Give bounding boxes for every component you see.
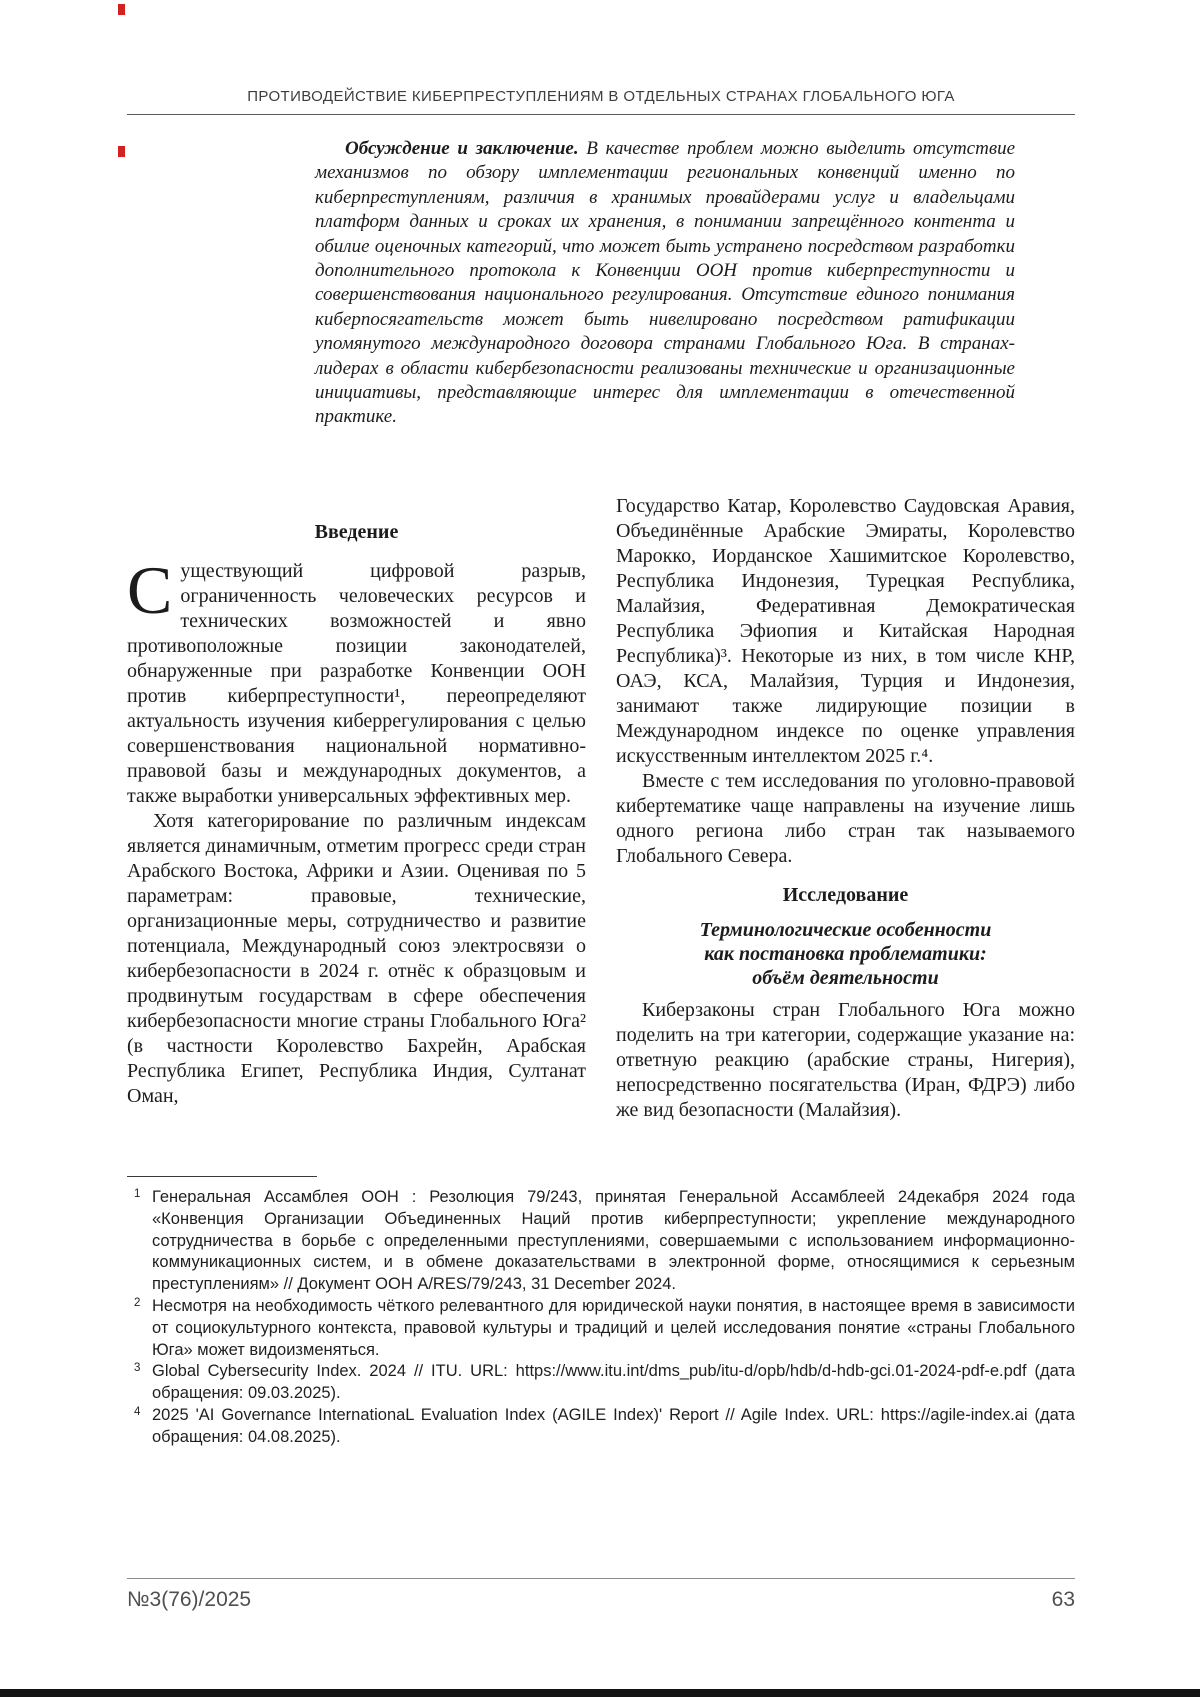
intro-paragraph-2: Хотя категорирование по различным индексам является динамичным, отметим прогресс среди стран Арабского Востока, Африки и Азии. Оценивая по 5 параметрам: правовые, технические, организационные меры, сотрудничество и развитие потенциала, Международный союз электросвязи о кибербезопасности в 2024 г. отнёс к образцовым и продвинутым государствам в сфере обеспечения кибербезопасности многие страны Глобального Юга² (в частности Королевство Бахрейн, Арабская Республика Египет, Республика Индия, Султанат Оман,	[127, 809, 586, 1107]
subheading-line-3: объём деятельности	[752, 966, 939, 989]
footnote-2-number: 2	[134, 1296, 141, 1309]
footnote-3-number: 3	[134, 1362, 141, 1375]
footnotes-block	[127, 1176, 1075, 1449]
left-column	[127, 494, 586, 1186]
footnote-4	[127, 1405, 1075, 1449]
terminology-subheading	[616, 918, 1075, 990]
abstract-text: В качестве проблем можно выделить отсутствие механизмов по обзору имплементации региональных конвенций именно по киберпреступлениям, различия в хранимых провайдерами услуг и владельцами платформ данных и сроках их хранения, в понимании запрещённого контента и обилие оценочных категорий, что может быть устранено посредством разработки дополнительного протокола к Конвенции ООН против киберпреступности и совершенствования национального регулирования. Отсутствие единого понимания киберпосягательств может быть нивелировано посредством ратификации упомянутого международного договора странами Глобального Юга. В странах-лидерах в области кибербезопасности реализованы технические и организационные инициативы, представляющие интерес для имплементации в отечественной практике.	[315, 138, 1015, 428]
subheading-line-1: Терминологические особенности	[699, 918, 992, 941]
drop-cap: С	[127, 551, 173, 628]
header-rule	[127, 114, 1075, 115]
cyberlaw-categories-paragraph: Киберзаконы стран Глобального Юга можно поделить на три категории, содержащие указание на: ответную реакцию (арабские страны, Нигерия), непосредственно посягательства (Иран, ФДРЭ) либо же вид безопасности (Малайзия).	[616, 998, 1075, 1121]
global-north-paragraph: Вместе с тем исследования по уголовно-правовой кибертематике чаще направлены на изучение лишь одного региона либо стран так называемого Глобального Севера.	[616, 769, 1075, 867]
footnote-2-text: Несмотря на необходимость чёткого релевантного для юридической науки понятия, в настоящее время в зависимости от социокультурного контекста, правовой культуры и традиций и целей исследования понятие «страны Глобального Юга» может видоизменяться.	[152, 1296, 1075, 1359]
intro-heading: Введение	[314, 520, 399, 543]
footer-rule	[127, 1578, 1075, 1579]
page-footer	[127, 1578, 1075, 1612]
scan-edge-bar	[0, 1689, 1200, 1697]
intro-paragraph-1	[127, 551, 586, 809]
page-content	[0, 88, 1200, 1186]
footnote-4-number: 4	[134, 1405, 141, 1418]
footnote-4-text: 2025 'AI Governance InternationaL Evaluation Index (AGILE Index)' Report // Agile Index. URL: https://agile-index.ai (дата обращения: 04.08.2025).	[152, 1405, 1075, 1446]
two-column-body	[127, 494, 1075, 1186]
abstract-lead: Обсуждение и заключение.	[345, 138, 579, 159]
issue-label: №3(76)/2025	[127, 1588, 252, 1611]
footer-row	[127, 1588, 1075, 1612]
continuation-paragraph: Государство Катар, Королевство Саудовская Аравия, Объединённые Арабские Эмираты, Королевство Марокко, Иорданское Хашимитское Королевство, Республика Индонезия, Турецкая Республика, Малайзия, Федеративная Демократическая Республика Эфиопия и Китайская Народная Республика)³. Некоторые из них, в том числе КНР, ОАЭ, КСА, Малайзия, Турция и Индонезия, занимают также лидирующие позиции в Международном индексе по оценке управления искусственным интеллектом 2025 г.⁴.	[616, 494, 1075, 767]
running-head: ПРОТИВОДЕЙСТВИЕ КИБЕРПРЕСТУПЛЕНИЯМ В ОТДЕЛЬНЫХ СТРАНАХ ГЛОБАЛЬНОГО ЮГА	[247, 88, 955, 105]
abstract-paragraph	[315, 137, 1015, 430]
abstract-block	[315, 137, 1015, 430]
footnote-1	[127, 1187, 1075, 1296]
red-scan-mark-top	[118, 4, 125, 15]
intro-paragraph-1-text: уществующий цифровой разрыв, ограниченность человеческих ресурсов и технических возможностей и явно противоположные позиции законодателей, обнаруженные при разработке Конвенции ООН против киберпреступности¹, переопределяют актуальность изучения киберрегулирования с целью совершенствования национальной нормативно-правовой базы и международных документов, а также выработки универсальных эффективных мер.	[127, 559, 586, 807]
footnote-3	[127, 1361, 1075, 1405]
research-heading: Исследование	[782, 883, 909, 906]
red-scan-mark-bottom	[118, 146, 125, 157]
page-number: 63	[1051, 1588, 1075, 1611]
footnote-divider	[127, 1176, 317, 1177]
footnote-2	[127, 1296, 1075, 1361]
subheading-line-2: как постановка проблематики:	[704, 942, 987, 965]
footnote-1-number: 1	[134, 1188, 141, 1200]
right-column	[616, 494, 1075, 1186]
footnote-3-text: Global Cybersecurity Index. 2024 // ITU. URL: https://www.itu.int/dms_pub/itu-d/opb/hdb/d-hdb-gci.01-2024-pdf-e.pdf (дата обращения: 09.03.2025).	[152, 1362, 1075, 1403]
footnote-1-text: Генеральная Ассамблея ООН : Резолюция 79/243, принятая Генеральной Ассамблеей 24декабря 2024 года «Конвенция Организации Объединенных Наций против киберпреступности; укрепление международного сотрудничества в борьбе с определенными преступлениями, совершаемыми с использованием информационно-коммуникационных систем, и в обмене доказательствами в электронной форме, относящимися к серьезным преступлениям» // Документ ООН A/RES/79/243, 31 December 2024.	[152, 1188, 1075, 1294]
